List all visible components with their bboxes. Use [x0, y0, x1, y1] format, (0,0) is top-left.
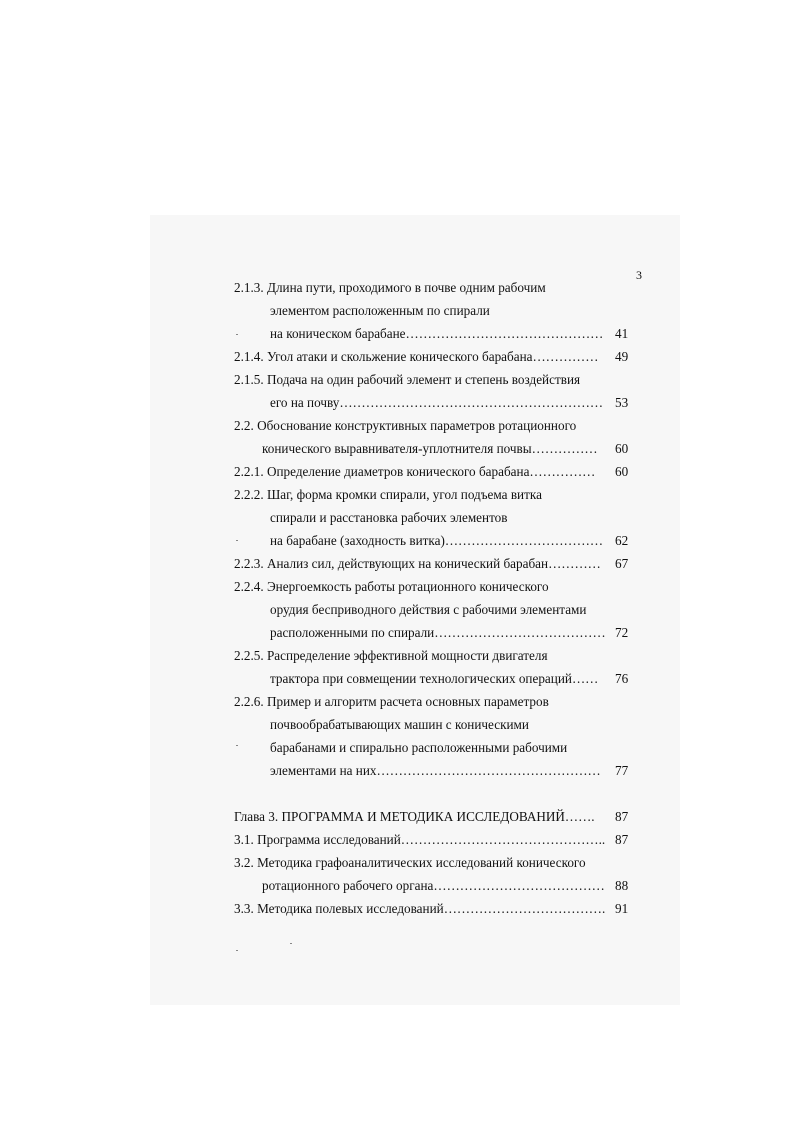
- toc-page-number: 62: [615, 533, 629, 548]
- toc-entry-line: элементом расположенным по спирали: [270, 303, 490, 318]
- toc-entry-line: 2.2.6. Пример и алгоритм расчета основных параметров: [234, 694, 549, 709]
- toc-entry-line: 2.1.4. Угол атаки и скольжение конического барабана……………: [234, 349, 599, 364]
- scan-noise: [236, 540, 238, 541]
- toc-page-number: 41: [615, 326, 629, 341]
- toc-entry-line: 2.2. Обоснование конструктивных параметров ротационного: [234, 418, 577, 433]
- toc-entry-line: барабанами и спирально расположенными рабочими: [270, 740, 568, 755]
- toc-page-number: 49: [615, 349, 629, 364]
- toc-entry-line: 2.2.4. Энергоемкость работы ротационного конического: [234, 579, 549, 594]
- toc-entry-line: конического выравнивателя-уплотнителя почвы……………: [262, 441, 598, 456]
- toc-entry-line: его на почву……………………………………………………: [270, 395, 604, 410]
- toc-entry-line: трактора при совмещении технологических операций……: [270, 671, 599, 686]
- scan-noise: [236, 745, 238, 746]
- toc-page-number: 87: [615, 832, 629, 847]
- toc-entry-line: 2.2.3. Анализ сил, действующих на конический барабан…………: [234, 556, 601, 571]
- toc-page-number: 60: [615, 441, 629, 456]
- toc-page-number: 91: [615, 901, 629, 916]
- toc-page-number: 60: [615, 464, 629, 479]
- scan-noise: [236, 950, 238, 951]
- scan-noise: [290, 943, 292, 944]
- toc-entry-line: на барабане (заходность витка)………………………………: [270, 533, 604, 548]
- toc-entry-line: 2.2.5. Распределение эффективной мощности двигателя: [234, 648, 548, 663]
- toc-page-number: 87: [615, 809, 629, 824]
- toc-entry-line: ротационного рабочего органа…………………………………: [262, 878, 605, 893]
- toc-entry-line: почвообрабатывающих машин с коническими: [270, 717, 529, 732]
- toc-entry-line: 3.2. Методика графоаналитических исследований конического: [234, 855, 586, 870]
- toc-entry-line: 2.2.1. Определение диаметров конического барабана……………: [234, 464, 596, 479]
- toc-page-number: 76: [615, 671, 629, 686]
- toc-page-number: 53: [615, 395, 629, 410]
- page-number: 3: [636, 268, 642, 282]
- toc-entry-line: спирали и расстановка рабочих элементов: [270, 510, 508, 525]
- toc-page-number: 67: [615, 556, 629, 571]
- toc-entry-line: 2.2.2. Шаг, форма кромки спирали, угол подъема витка: [234, 487, 542, 502]
- toc-entry-line: расположенными по спирали…………………………………: [270, 625, 606, 640]
- toc-chapter-heading: Глава 3. ПРОГРАММА И МЕТОДИКА ИССЛЕДОВАНИЙ…….: [234, 809, 595, 824]
- toc-entry-line: на коническом барабане………………………………………: [270, 326, 604, 341]
- toc-entry-line: 3.3. Методика полевых исследований……………………………….: [234, 901, 606, 916]
- toc-entry-line: 3.1. Программа исследований………………………………………..: [234, 832, 606, 847]
- toc-page-number: 77: [615, 763, 629, 778]
- toc-page-number: 88: [615, 878, 629, 893]
- toc-entry-line: элементами на них……………………………………………: [270, 763, 601, 778]
- scan-noise: [236, 334, 238, 335]
- toc-page-number: 72: [615, 625, 629, 640]
- toc-entry-line: орудия беспривoдного действия с рабочими элементами: [270, 602, 587, 617]
- toc-entry-line: 2.1.5. Подача на один рабочий элемент и степень воздействия: [234, 372, 581, 387]
- toc-entry-line: 2.1.3. Длина пути, проходимого в почве одним рабочим: [234, 280, 546, 295]
